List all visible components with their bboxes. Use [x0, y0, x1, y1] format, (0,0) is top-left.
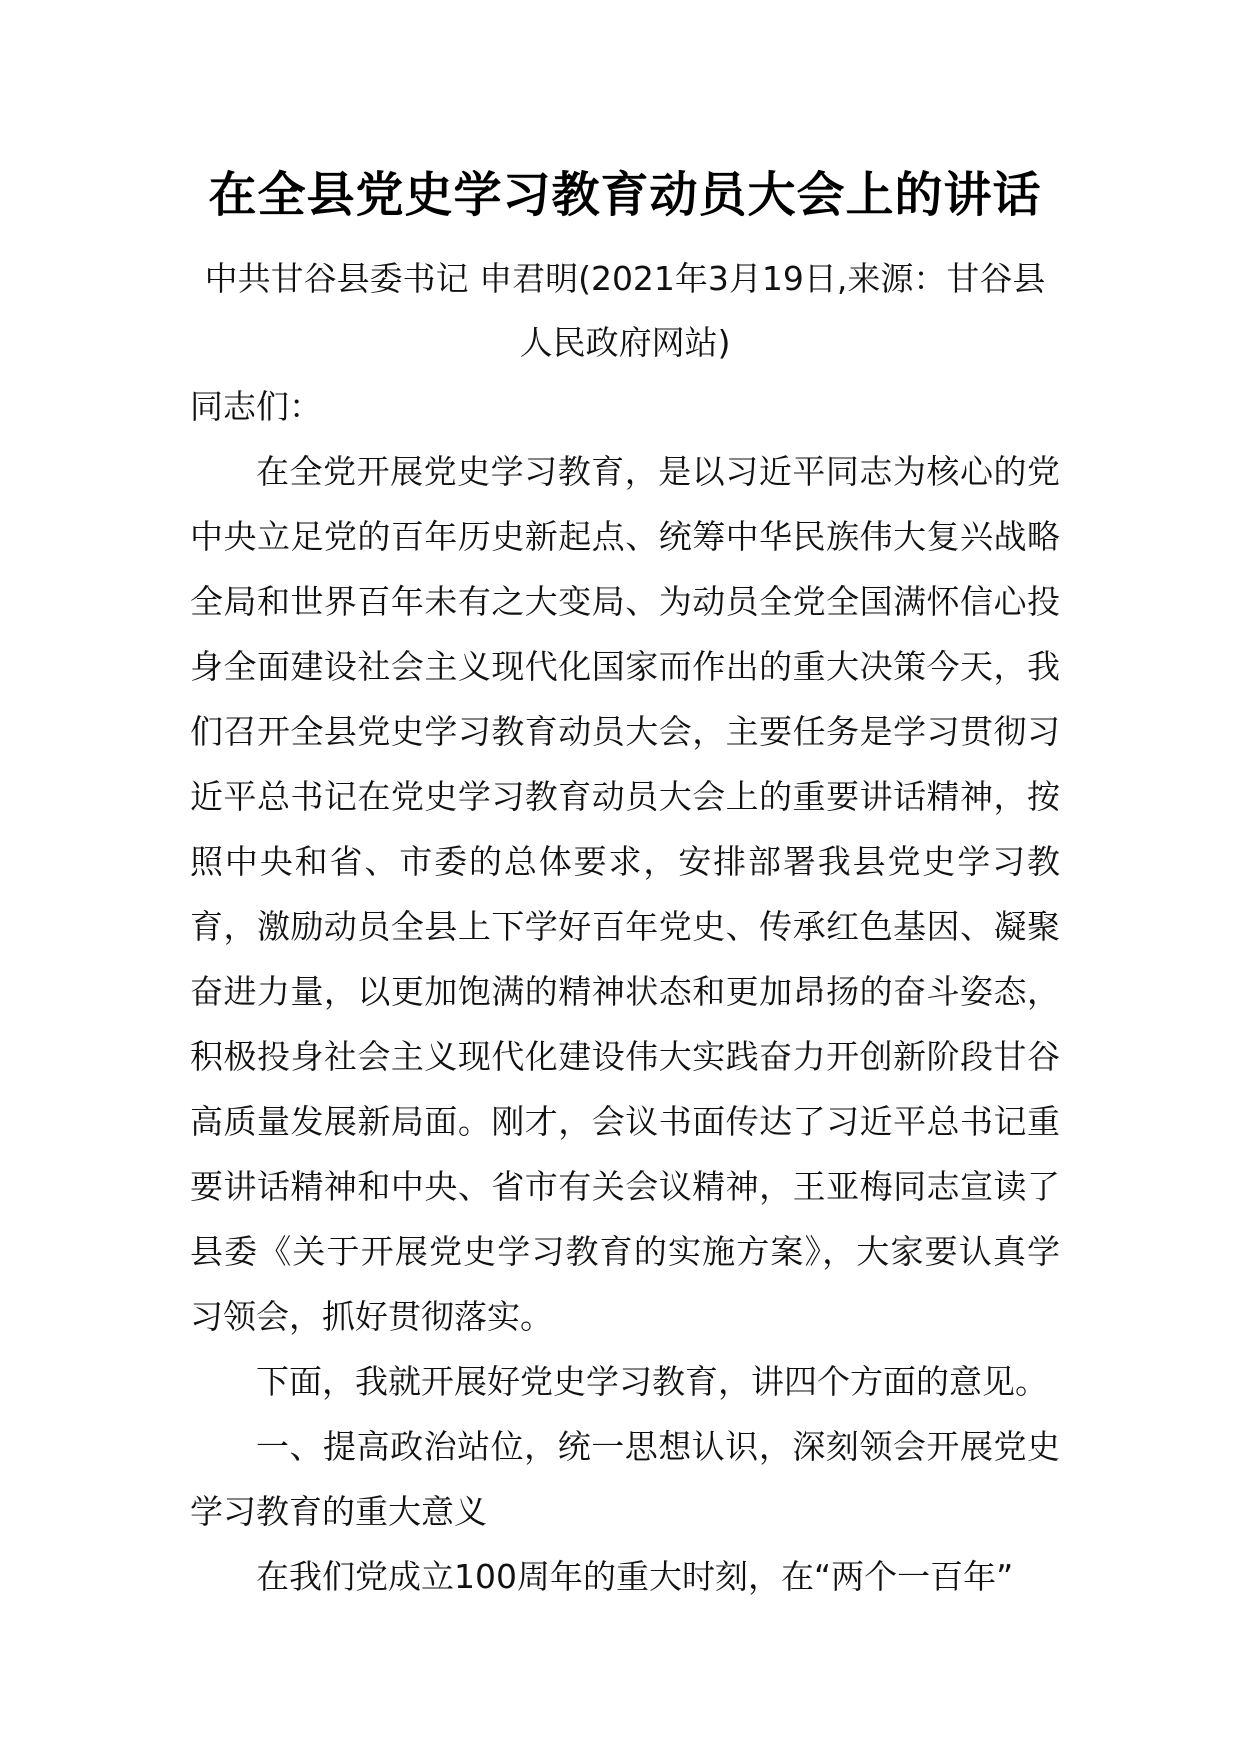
document-page	[190, 165, 1060, 1609]
body-paragraph: 在我们党成立100周年的重大时刻，在“两个一百年”	[256, 1557, 1014, 1596]
document-title: 在全县党史学习教育动员大会上的讲话	[208, 167, 1042, 223]
body-paragraph: 下面，我就开展好党史学习教育，讲四个方面的意见。	[256, 1362, 1048, 1401]
section-heading: 一、提高政治站位，统一思想认识，深刻领会开展党史学习教育的重大意义	[190, 1427, 1060, 1531]
document-byline: 中共甘谷县委书记 申君明(2021年3月19日,来源：甘谷县人民政府网站)	[204, 259, 1046, 362]
salutation: 同志们：	[190, 387, 322, 426]
body-paragraph: 在全党开展党史学习教育，是以习近平同志为核心的党中央立足党的百年历史新起点、统筹中华民族伟大复兴战略全局和世界百年未有之大变局、为动员全党全国满怀信心投身全面建设社会主义现代化国家而作出的重大决策今天，我们召开全县党史学习教育动员大会，主要任务是学习贯彻习近平总书记在党史学习教育动员大会上的重要讲话精神，按照中央和省、市委的总体要求，安排部署我县党史学习教育，激励动员全县上下学好百年党史、传承红色基因、凝聚奋进力量，以更加饱满的精神状态和更加昂扬的奋斗姿态，积极投身社会主义现代化建设伟大实践奋力开创新阶段甘谷高质量发展新局面。刚才，会议书面传达了习近平总书记重要讲话精神和中央、省市有关会议精神，王亚梅同志宣读了县委《关于开展党史学习教育的实施方案》，大家要认真学习领会，抓好贯彻落实。	[190, 452, 1060, 1336]
